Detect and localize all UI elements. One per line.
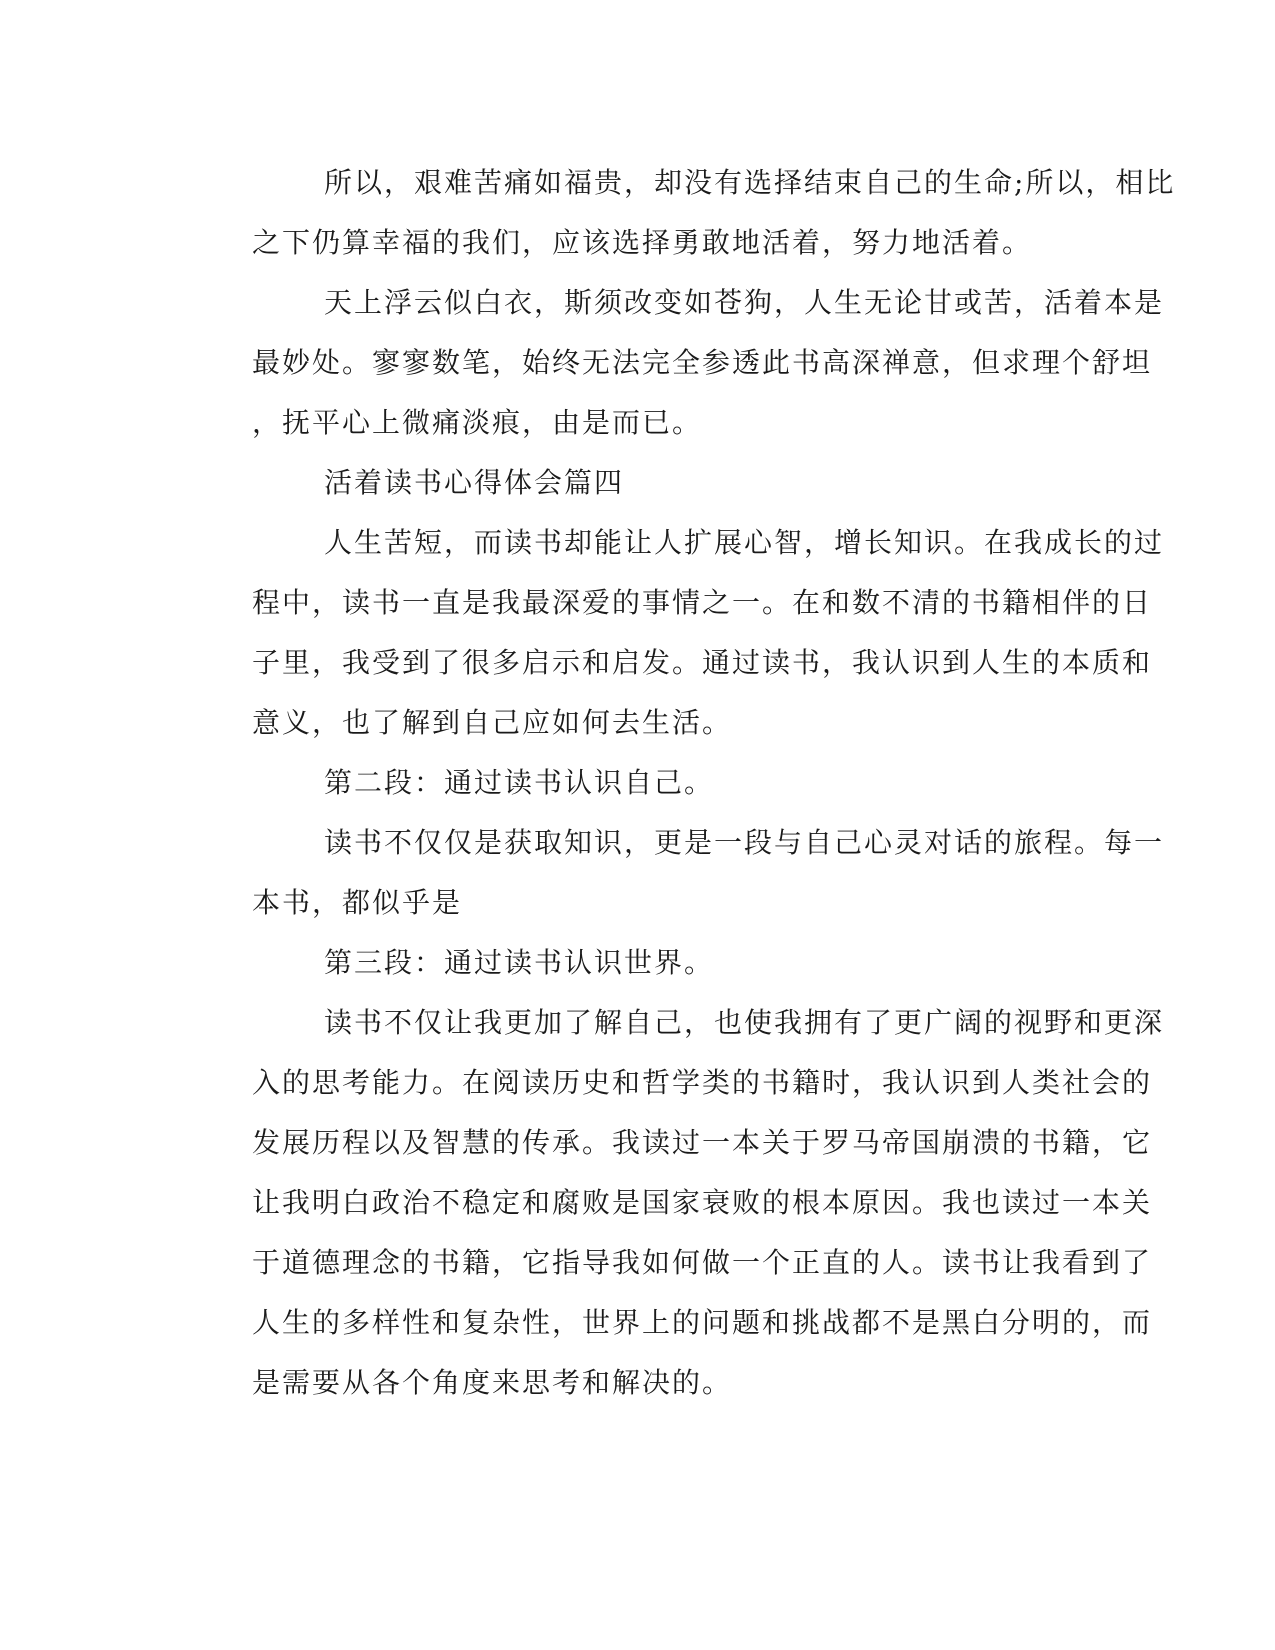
text-line: 人生苦短，而读书却能让人扩展心智，增长知识。在我成长的过	[324, 526, 1165, 559]
heading-text: 第二段：通过读书认识自己。	[324, 766, 715, 799]
heading-text: 第三段：通过读书认识世界。	[324, 946, 715, 979]
text-line: 于道德理念的书籍，它指导我如何做一个正直的人。读书让我看到了	[252, 1246, 1153, 1279]
text-line: 读书不仅仅是获取知识，更是一段与自己心灵对话的旅程。每一	[324, 826, 1165, 859]
text-line: ，抚平心上微痛淡痕，由是而已。	[252, 406, 703, 439]
section-heading	[180, 753, 1037, 813]
text-line: 让我明白政治不稳定和腐败是国家衰败的根本原因。我也读过一本关	[252, 1186, 1153, 1219]
section-heading	[180, 933, 1037, 993]
text-line: 本书，都似乎是	[252, 886, 463, 919]
paragraph	[180, 513, 1165, 753]
paragraph	[180, 813, 1165, 933]
text-line: 人生的多样性和复杂性，世界上的问题和挑战都不是黑白分明的，而	[252, 1306, 1153, 1339]
text-line: 之下仍算幸福的我们，应该选择勇敢地活着，努力地活着。	[252, 226, 1033, 259]
text-line: 意义，也了解到自己应如何去生活。	[252, 706, 733, 739]
heading-text: 活着读书心得体会篇四	[324, 466, 625, 499]
paragraph	[180, 153, 1176, 273]
paragraph	[180, 993, 1165, 1413]
paragraph	[180, 273, 1165, 453]
document-body	[180, 153, 1176, 1413]
section-heading	[180, 453, 1037, 513]
text-line: 子里，我受到了很多启示和启发。通过读书，我认识到人生的本质和	[252, 646, 1153, 679]
text-line: 天上浮云似白衣，斯须改变如苍狗，人生无论甘或苦，活着本是	[324, 286, 1165, 319]
text-line: 程中，读书一直是我最深爱的事情之一。在和数不清的书籍相伴的日	[252, 586, 1153, 619]
text-line: 是需要从各个角度来思考和解决的。	[252, 1366, 733, 1399]
text-line: 读书不仅让我更加了解自己，也使我拥有了更广阔的视野和更深	[324, 1006, 1165, 1039]
text-line: 发展历程以及智慧的传承。我读过一本关于罗马帝国崩溃的书籍，它	[252, 1126, 1153, 1159]
text-line: 入的思考能力。在阅读历史和哲学类的书籍时，我认识到人类社会的	[252, 1066, 1153, 1099]
text-line: 所以，艰难苦痛如福贵，却没有选择结束自己的生命;所以，相比	[324, 166, 1176, 199]
text-line: 最妙处。寥寥数笔，始终无法完全参透此书高深禅意，但求理个舒坦	[252, 346, 1153, 379]
